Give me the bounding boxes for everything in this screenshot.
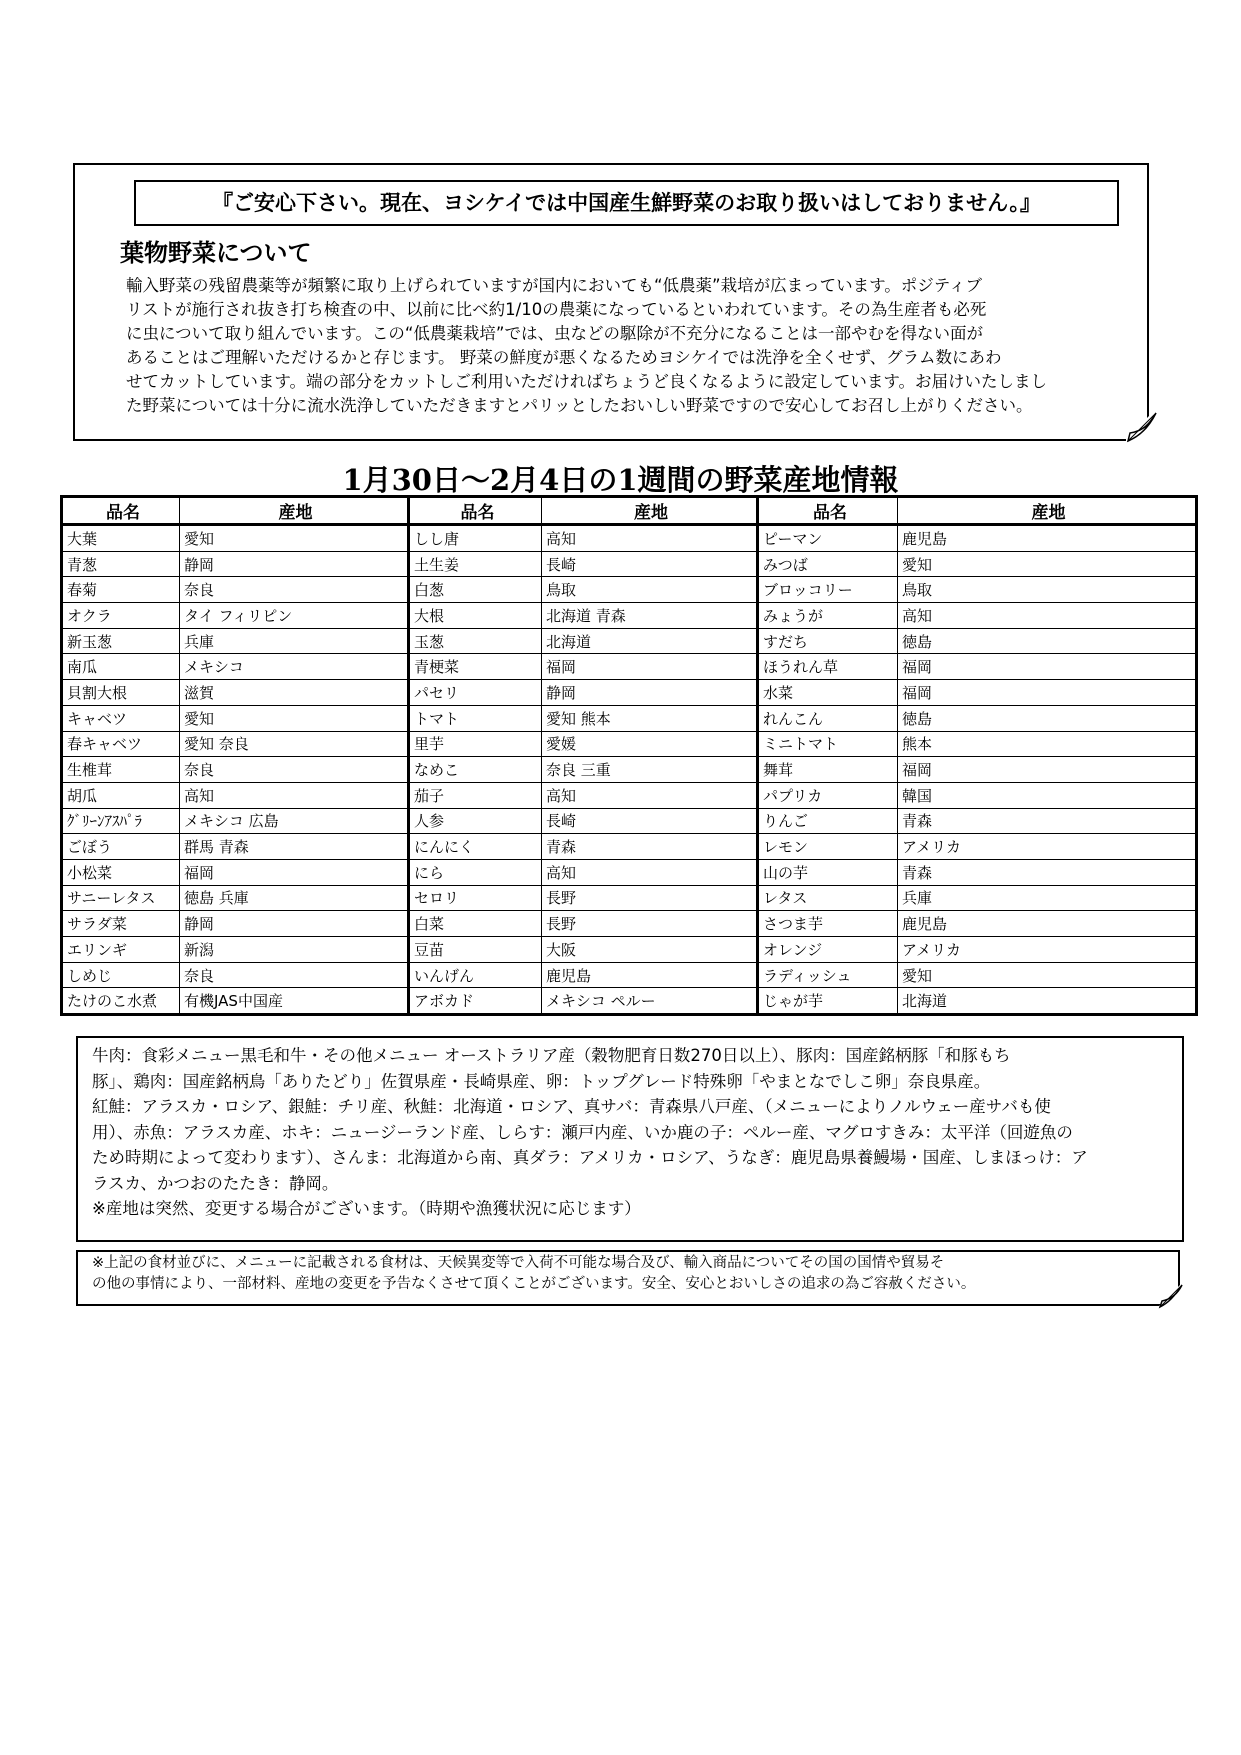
- origin-cell: 奈良: [180, 962, 409, 988]
- vegetable-name-cell: キャベツ: [62, 705, 180, 731]
- vegetable-name-cell: りんご: [758, 808, 898, 834]
- vegetable-name-cell: エリンギ: [62, 937, 180, 963]
- vegetable-name-cell: 白葱: [409, 577, 542, 603]
- origin-cell: 高知: [898, 603, 1197, 629]
- origin-cell: 鹿児島: [898, 911, 1197, 937]
- origin-cell: 徳島: [898, 705, 1197, 731]
- table-row: [62, 628, 1197, 654]
- vegetable-name-cell: 青梗菜: [409, 654, 542, 680]
- vegetable-name-cell: しめじ: [62, 962, 180, 988]
- origin-cell: タイ フィリピン: [180, 603, 409, 629]
- origin-cell: 兵庫: [898, 885, 1197, 911]
- vegetable-name-cell: 春菊: [62, 577, 180, 603]
- origin-cell: アメリカ: [898, 834, 1197, 860]
- origin-cell: 奈良: [180, 577, 409, 603]
- leafy-line: せてカットしています。端の部分をカットしご利用いただければちょうど良くなるように設定しています。お届けいたしまし: [126, 372, 1048, 391]
- vegetable-name-cell: れんこん: [758, 705, 898, 731]
- table-row: [62, 962, 1197, 988]
- table-row: [62, 834, 1197, 860]
- origin-cell: 滋賀: [180, 680, 409, 706]
- vegetable-name-cell: 茄子: [409, 782, 542, 808]
- vegetable-name-cell: ラディッシュ: [758, 962, 898, 988]
- vegetable-name-cell: ピーマン: [758, 525, 898, 552]
- origin-cell: 徳島: [898, 628, 1197, 654]
- leafy-heading: 葉物野菜について: [120, 239, 312, 267]
- origin-cell: 福岡: [898, 654, 1197, 680]
- origin-cell: 青森: [898, 808, 1197, 834]
- origin-cell: アメリカ: [898, 937, 1197, 963]
- origin-cell: メキシコ: [180, 654, 409, 680]
- leafy-line: リストが施行され抜き打ち検査の中、以前に比べ約1/10の農薬になっているといわれています。その為生産者も必死: [126, 300, 987, 319]
- vegetable-name-cell: パセリ: [409, 680, 542, 706]
- origin-cell: 熊本: [898, 731, 1197, 757]
- vegetable-name-cell: 里芋: [409, 731, 542, 757]
- origin-cell: 鳥取: [542, 577, 758, 603]
- disclaimer-text: [92, 1253, 1172, 1295]
- origin-cell: 愛知 熊本: [542, 705, 758, 731]
- origin-cell: 群馬 青森: [180, 834, 409, 860]
- vegetable-name-cell: セロリ: [409, 885, 542, 911]
- origin-cell: 奈良 三重: [542, 757, 758, 783]
- vegetable-name-cell: レモン: [758, 834, 898, 860]
- origin-cell: 長野: [542, 885, 758, 911]
- vegetable-name-cell: いんげん: [409, 962, 542, 988]
- meat-fish-line: 用）、赤魚：アラスカ産、ホキ：ニュージーランド産、しらす：瀬戸内産、いか鹿の子：ペルー産、マグロすきみ：太平洋（回遊魚の: [92, 1122, 1073, 1142]
- table-row: [62, 577, 1197, 603]
- table-row: [62, 525, 1197, 552]
- vegetable-name-cell: しし唐: [409, 525, 542, 552]
- vegetable-name-cell: 貝割大根: [62, 680, 180, 706]
- vegetable-name-cell: 舞茸: [758, 757, 898, 783]
- vegetable-name-cell: ほうれん草: [758, 654, 898, 680]
- vegetable-name-cell: 玉葱: [409, 628, 542, 654]
- vegetable-name-cell: たけのこ水煮: [62, 988, 180, 1015]
- origin-cell: 福岡: [542, 654, 758, 680]
- vegetable-name-cell: オクラ: [62, 603, 180, 629]
- vegetable-name-cell: にら: [409, 859, 542, 885]
- vegetable-name-cell: トマト: [409, 705, 542, 731]
- leafy-line: た野菜については十分に流水洗浄していただきますとパリッとしたおいしい野菜ですので安心してお召し上がりください。: [126, 396, 1033, 415]
- origin-cell: 高知: [542, 859, 758, 885]
- origin-cell: 徳島 兵庫: [180, 885, 409, 911]
- origin-cell: 愛知: [898, 962, 1197, 988]
- vegetable-name-cell: 小松菜: [62, 859, 180, 885]
- vegetable-name-cell: 青葱: [62, 551, 180, 577]
- table-row: [62, 551, 1197, 577]
- origin-cell: 福岡: [898, 680, 1197, 706]
- vegetable-name-cell: 新玉葱: [62, 628, 180, 654]
- table-header-row: [62, 497, 1197, 525]
- origin-cell: 愛媛: [542, 731, 758, 757]
- origin-cell: 静岡: [542, 680, 758, 706]
- vegetable-name-cell: レタス: [758, 885, 898, 911]
- vegetable-name-cell: ｸﾞﾘｰﾝｱｽﾊﾟﾗ: [62, 808, 180, 834]
- table-row: [62, 731, 1197, 757]
- vegetable-name-cell: オレンジ: [758, 937, 898, 963]
- meat-fish-line: 紅鮭：アラスカ・ロシア、銀鮭：チリ産、秋鮭：北海道・ロシア、真サバ：青森県八戸産、（メニューによりノルウェー産サバも使: [92, 1097, 1051, 1116]
- origin-cell: 高知: [542, 525, 758, 552]
- origin-cell: 大阪: [542, 937, 758, 963]
- origin-cell: 高知: [180, 782, 409, 808]
- notice-banner: 『ご安心下さい。現在、ヨシケイでは中国産生鮮野菜のお取り扱いはしておりません。』: [134, 180, 1119, 226]
- table-row: [62, 757, 1197, 783]
- origin-cell: 長崎: [542, 808, 758, 834]
- origin-cell: 鹿児島: [542, 962, 758, 988]
- column-header-origin: 産地: [180, 497, 409, 525]
- meat-fish-origin-text: [92, 1043, 1172, 1222]
- table-title: 1月30日～2月4日の1週間の野菜産地情報: [342, 463, 899, 497]
- meat-fish-line: 豚」、鶏肉：国産銘柄鳥「ありたどり」佐賀県産・長崎県産、卵：トップグレード特殊卵「やまとなでしこ卵」奈良県産。: [92, 1071, 991, 1091]
- table-row: [62, 859, 1197, 885]
- leafy-paragraph: [126, 274, 1146, 418]
- vegetable-name-cell: 豆苗: [409, 937, 542, 963]
- origin-cell: 北海道: [542, 628, 758, 654]
- disclaimer-line: ※上記の食材並びに、メニューに記載される食材は、天候異変等で入荷不可能な場合及び、輸入商品についてその国の国情や貿易そ: [92, 1255, 945, 1271]
- origin-cell: 福岡: [180, 859, 409, 885]
- origin-cell: 鳥取: [898, 577, 1197, 603]
- vegetable-name-cell: にんにく: [409, 834, 542, 860]
- table-row: [62, 808, 1197, 834]
- vegetable-name-cell: ミニトマト: [758, 731, 898, 757]
- vegetable-name-cell: パプリカ: [758, 782, 898, 808]
- origin-cell: 長崎: [542, 551, 758, 577]
- vegetable-name-cell: 水菜: [758, 680, 898, 706]
- origin-cell: 新潟: [180, 937, 409, 963]
- table-row: [62, 705, 1197, 731]
- table-row: [62, 988, 1197, 1015]
- origin-cell: 韓国: [898, 782, 1197, 808]
- origin-cell: 奈良: [180, 757, 409, 783]
- vegetable-name-cell: 山の芋: [758, 859, 898, 885]
- vegetable-name-cell: 生椎茸: [62, 757, 180, 783]
- vegetable-name-cell: ごぼう: [62, 834, 180, 860]
- column-header-name: 品名: [62, 497, 180, 525]
- vegetable-name-cell: アボカド: [409, 988, 542, 1015]
- column-header-name: 品名: [409, 497, 542, 525]
- table-row: [62, 782, 1197, 808]
- origin-cell: 静岡: [180, 551, 409, 577]
- vegetable-name-cell: なめこ: [409, 757, 542, 783]
- vegetable-name-cell: 白菜: [409, 911, 542, 937]
- vegetable-name-cell: じゃが芋: [758, 988, 898, 1015]
- origin-cell: 青森: [542, 834, 758, 860]
- disclaimer-line: の他の事情により、一部材料、産地の変更を予告なくさせて頂くことがございます。安全、安心とおいしさの追求の為ご容赦ください。: [92, 1276, 976, 1292]
- origin-cell: メキシコ ペルー: [542, 988, 758, 1015]
- vegetable-name-cell: 人参: [409, 808, 542, 834]
- origin-cell: 愛知: [180, 525, 409, 552]
- meat-fish-line: 牛肉：食彩メニュー黒毛和牛・その他メニュー オーストラリア産（穀物肥育日数270日以上）、豚肉：国産銘柄豚「和豚もち: [92, 1046, 1011, 1065]
- vegetable-name-cell: すだち: [758, 628, 898, 654]
- leafy-line: 輸入野菜の残留農薬等が頻繁に取り上げられていますが国内においても“低農薬”栽培が広まっています。ポジティブ: [126, 276, 982, 295]
- table-row: [62, 654, 1197, 680]
- column-header-origin: 産地: [898, 497, 1197, 525]
- produce-origin-table: [60, 495, 1198, 1016]
- origin-cell: 静岡: [180, 911, 409, 937]
- origin-cell: 高知: [542, 782, 758, 808]
- origin-cell: 愛知: [898, 551, 1197, 577]
- origin-cell: 有機JAS中国産: [180, 988, 409, 1015]
- vegetable-name-cell: みょうが: [758, 603, 898, 629]
- meat-fish-line: ※産地は突然、変更する場合がございます。（時期や漁獲状況に応じます）: [92, 1199, 641, 1218]
- meat-fish-line: ラスカ、かつおのたたき：静岡。: [92, 1173, 339, 1193]
- origin-cell: 愛知 奈良: [180, 731, 409, 757]
- table-row: [62, 603, 1197, 629]
- origin-cell: 愛知: [180, 705, 409, 731]
- vegetable-name-cell: 土生姜: [409, 551, 542, 577]
- vegetable-name-cell: 大根: [409, 603, 542, 629]
- vegetable-name-cell: サニーレタス: [62, 885, 180, 911]
- origin-cell: 北海道: [898, 988, 1197, 1015]
- table-row: [62, 937, 1197, 963]
- table-row: [62, 680, 1197, 706]
- meat-fish-line: ため時期によって変わります）、さんま：北海道から南、真ダラ：アメリカ・ロシア、うなぎ：鹿児島県養鰻場・国産、しまほっけ：ア: [92, 1148, 1088, 1167]
- vegetable-name-cell: 春キャベツ: [62, 731, 180, 757]
- origin-cell: 北海道 青森: [542, 603, 758, 629]
- origin-cell: 長野: [542, 911, 758, 937]
- origin-cell: メキシコ 広島: [180, 808, 409, 834]
- origin-cell: 兵庫: [180, 628, 409, 654]
- origin-cell: 鹿児島: [898, 525, 1197, 552]
- origin-cell: 福岡: [898, 757, 1197, 783]
- vegetable-name-cell: 南瓜: [62, 654, 180, 680]
- vegetable-name-cell: サラダ菜: [62, 911, 180, 937]
- vegetable-name-cell: さつま芋: [758, 911, 898, 937]
- leafy-line: あることはご理解いただけるかと存じます。 野菜の鮮度が悪くなるためヨシケイでは洗浄を全くせず、グラム数にあわ: [126, 348, 1002, 367]
- vegetable-name-cell: 胡瓜: [62, 782, 180, 808]
- vegetable-name-cell: 大葉: [62, 525, 180, 552]
- vegetable-name-cell: ブロッコリー: [758, 577, 898, 603]
- leafy-line: に虫について取り組んでいます。この“低農薬栽培”では、虫などの駆除が不充分になることは一部やむを得ない面が: [126, 324, 983, 343]
- origin-cell: 青森: [898, 859, 1197, 885]
- vegetable-name-cell: みつば: [758, 551, 898, 577]
- table-row: [62, 911, 1197, 937]
- column-header-name: 品名: [758, 497, 898, 525]
- column-header-origin: 産地: [542, 497, 758, 525]
- table-row: [62, 885, 1197, 911]
